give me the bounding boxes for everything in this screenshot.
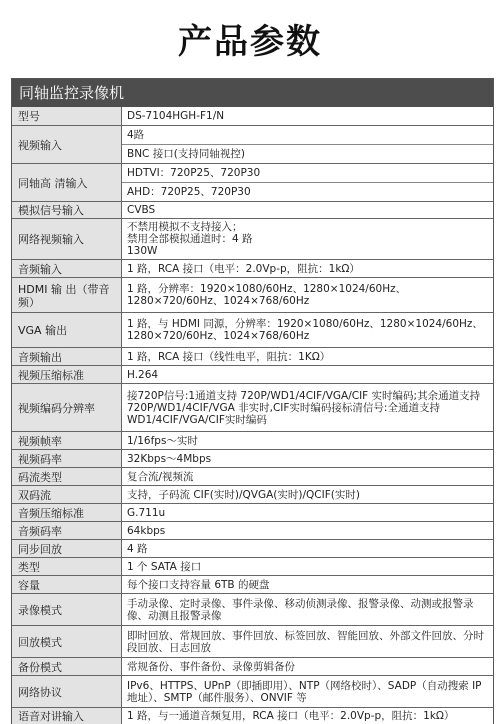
table-row <box>12 383 493 431</box>
table-row <box>12 675 493 707</box>
row-label: 视频码率 <box>12 450 122 467</box>
table-row <box>12 539 493 557</box>
row-values <box>122 658 493 675</box>
table-row <box>12 575 493 593</box>
row-values <box>122 708 493 724</box>
row-label: 音频输入 <box>12 260 122 277</box>
table-row <box>12 467 493 485</box>
row-values <box>122 504 493 521</box>
row-value: 手动录像、定时录像、事件录像、移动侦测录像、报警录像、动测或报警录像、动测且报警录像 <box>127 597 474 622</box>
table-row <box>12 201 493 218</box>
table-header: 同轴监控录像机 <box>12 79 493 107</box>
row-values <box>122 260 493 277</box>
table-row <box>12 707 493 724</box>
row-value: AHD：720P25、720P30 <box>122 182 493 201</box>
table-row <box>12 431 493 449</box>
row-value: 每个接口支持容量 6TB 的硬盘 <box>127 578 270 591</box>
row-label: 类型 <box>12 558 122 575</box>
row-value: 1 路，分辨率：1920×1080/60Hz、1280×1024/60Hz、1280×720/60Hz、1024×768/60Hz <box>127 283 407 307</box>
row-values <box>122 576 493 593</box>
row-values <box>122 202 493 218</box>
row-values <box>122 313 493 347</box>
row-values <box>122 522 493 539</box>
row-label: 音频输出 <box>12 348 122 365</box>
row-label: 网络协议 <box>12 676 122 707</box>
row-value: 不禁用模拟不支持接入； 禁用全部模拟通道时：4 路 130W <box>127 221 253 257</box>
table-row <box>12 657 493 675</box>
table-row <box>12 593 493 625</box>
row-value: 64kbps <box>127 524 166 537</box>
row-values <box>122 594 493 625</box>
table-body <box>12 107 493 724</box>
row-value: 1 路，RCA 接口（电平：2.0Vp-p，阻抗：1kΩ） <box>127 262 360 275</box>
row-label: 回放模式 <box>12 626 122 657</box>
row-values <box>122 626 493 657</box>
row-label: 同步回放 <box>12 540 122 557</box>
row-values <box>122 366 493 383</box>
table-row <box>12 312 493 347</box>
row-value: DS-7104HGH-F1/N <box>127 110 225 122</box>
row-label: 视频帧率 <box>12 432 122 449</box>
row-label: 音频码率 <box>12 522 122 539</box>
row-label: 备份模式 <box>12 658 122 675</box>
row-value: 接720P信号:1通道支持 720P/WD1/4CIF/VGA/CIF 实时编码;其余通道支持 720P/WD1/4CIF/VGA 非实时,CIF实时编码接标清信号:全通道支持 WD1/4CIF/VGA/CIF实时编码 <box>127 389 481 426</box>
table-row <box>12 107 493 125</box>
row-value: 复合流/视频流 <box>127 470 194 483</box>
row-label: 码流类型 <box>12 468 122 485</box>
row-label: 视频编码分辨率 <box>12 384 122 431</box>
row-label: 模拟信号输入 <box>12 202 122 218</box>
row-values <box>122 558 493 575</box>
row-label: 双码流 <box>12 486 122 503</box>
row-value: 常规备份、事件备份、录像剪辑备份 <box>127 660 295 673</box>
row-values <box>122 384 493 431</box>
row-values <box>122 450 493 467</box>
row-values <box>122 219 493 259</box>
row-values <box>122 676 493 707</box>
row-value: 支持，子码流 CIF(实时)/QVGA(实时)/QCIF(实时) <box>127 488 360 501</box>
row-values <box>122 278 493 312</box>
row-label: 视频输入 <box>12 126 122 163</box>
table-row <box>12 365 493 383</box>
table-row <box>12 347 493 365</box>
table-row <box>12 277 493 312</box>
row-values <box>122 486 493 503</box>
table-row <box>12 521 493 539</box>
row-label: 音频压缩标准 <box>12 504 122 521</box>
table-row <box>12 163 493 201</box>
spec-table <box>11 78 494 724</box>
row-value: IPv6、HTTPS、UPnP（即插即用）、NTP（网络校时）、SADP（自动搜索 IP 地址）、SMTP（邮件服务）、ONVIF 等 <box>127 679 482 704</box>
row-label: 网络视频输入 <box>12 219 122 259</box>
row-label: VGA 输出 <box>12 313 122 347</box>
row-value: 32Kbps～4Mbps <box>127 452 212 465</box>
row-values <box>122 107 493 125</box>
row-value: HDTVI：720P25、720P30 <box>127 167 261 179</box>
row-values <box>122 540 493 557</box>
row-value: 4 路 <box>127 542 148 555</box>
row-value: 4路 <box>127 129 145 141</box>
row-value: 1 路，RCA 接口（线性电平，阻抗：1KΩ） <box>127 350 331 363</box>
table-row <box>12 259 493 277</box>
row-values <box>122 432 493 449</box>
row-label: 视频压缩标准 <box>12 366 122 383</box>
row-label: HDMI 输 出（带音频） <box>12 278 122 312</box>
row-value: 1 路，与一通道音频复用，RCA 接口（电平：2.0Vp-p，阻抗：1kΩ） <box>127 710 455 722</box>
row-values <box>122 468 493 485</box>
row-value: 1 路，与 HDMI 同源，分辨率：1920×1080/60Hz、1280×1024/60Hz、1280×720/60Hz、1024×768/60Hz <box>127 318 483 342</box>
row-value: 1/16fps～实时 <box>127 434 198 447</box>
row-label: 语音对讲输入 <box>12 708 122 724</box>
table-row <box>12 218 493 259</box>
table-row <box>12 625 493 657</box>
table-row <box>12 125 493 163</box>
row-label: 同轴高 清输入 <box>12 164 122 201</box>
row-values <box>122 126 493 163</box>
table-row <box>12 449 493 467</box>
table-row <box>12 503 493 521</box>
row-value: CVBS <box>127 204 156 216</box>
row-values <box>122 348 493 365</box>
table-row <box>12 557 493 575</box>
row-values <box>122 164 493 201</box>
row-label: 容量 <box>12 576 122 593</box>
table-row <box>12 485 493 503</box>
row-value: H.264 <box>127 368 159 381</box>
row-value: 即时回放、常规回放、事件回放、标签回放、智能回放、外部文件回放、分时段回放、日志回放 <box>127 629 484 654</box>
row-value: G.711u <box>127 506 166 519</box>
row-label: 型号 <box>12 107 122 125</box>
row-value: 1 个 SATA 接口 <box>127 560 202 573</box>
row-label: 录像模式 <box>12 594 122 625</box>
page-title: 产品参数 <box>178 22 322 62</box>
row-value: BNC 接口(支持同轴视控) <box>122 144 493 163</box>
